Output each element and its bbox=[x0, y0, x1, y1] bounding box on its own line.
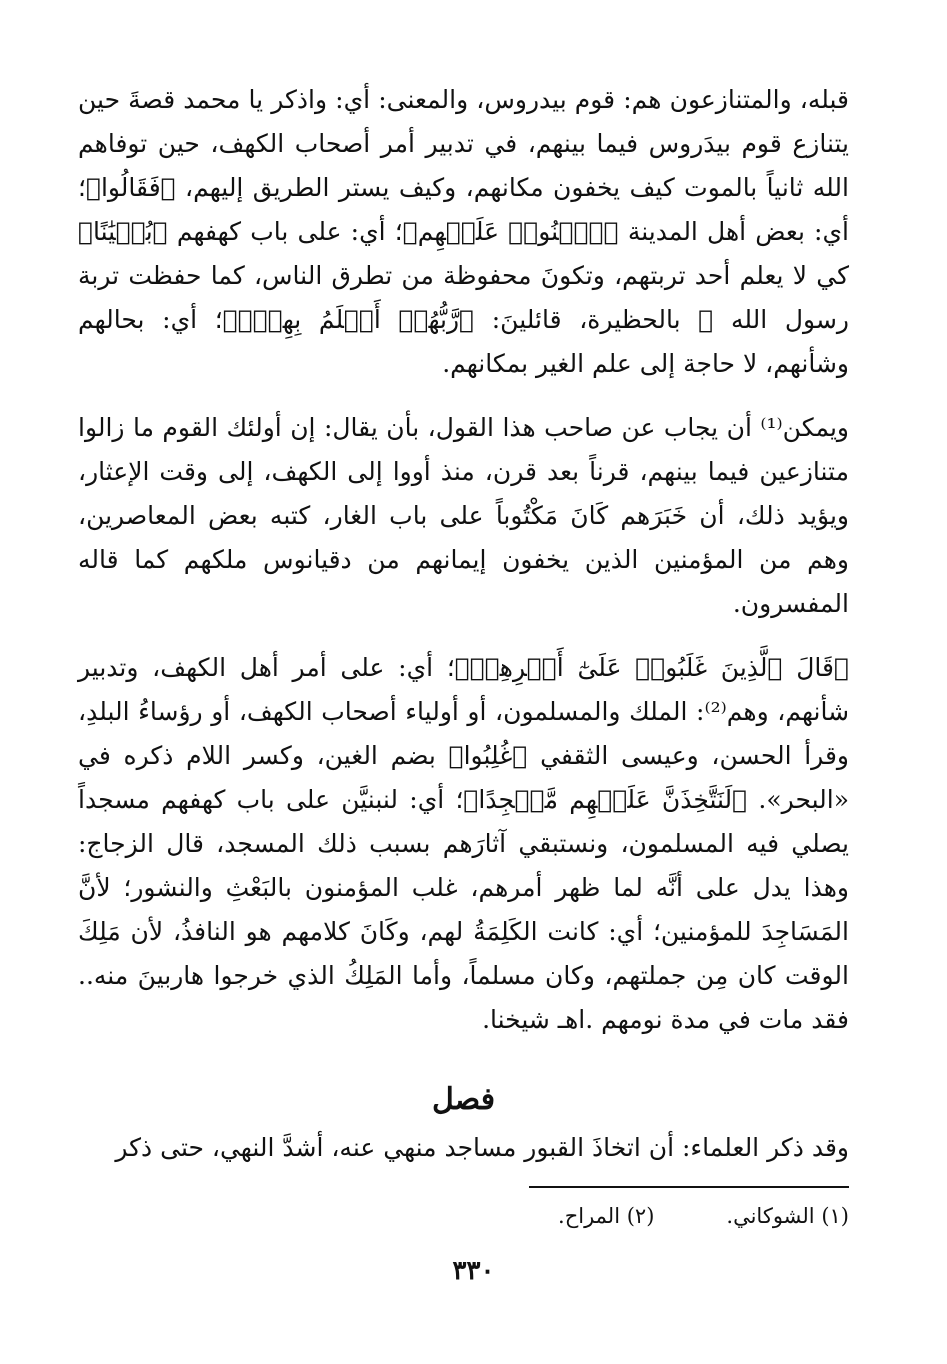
footnote-1: (١) الشوكاني. bbox=[726, 1204, 849, 1228]
page-number: ٣٣٠ bbox=[452, 1256, 495, 1286]
section-heading: فصل bbox=[431, 1082, 496, 1117]
paragraph-3: ﴿قَالَ ٱلَّذِينَ غَلَبُوا۟ عَلَىٰٓ أَمۡرِهِمۡ﴾؛ أي: على أمر أهل الكهف، وتدبير شأنهم، وهم⁽²⁾: الملك والمسلمون، أو أولياء أصحاب الكهف، أو رؤساءُ البلدِ، وقرأ الحسن، وعيسى الثقفي ﴿غُلِبُوا﴾ بضم الغين، وكسر اللام ذكره في «البحر». ﴿لَنَتَّخِذَنَّ عَلَيۡهِم مَّسۡجِدًا﴾؛ أي: لنبنيَّن على باب كهفهم مسجداً يصلي فيه المسلمون، ونستبقي آثارَهم بسبب ذلك المسجد، قال الزجاج: وهذا يدل على أنَّه لما ظهر أمرهم، غلب المؤمنون بالبَعْثِ والنشور؛ لأنَّ المَسَاجِدَ للمؤمنين؛ أي: كانت الكَلِمَةُ لهم، وكَانَ كلامهم هو النافذُ، لأن مَلِكَ الوقت كان مِن جملتهم، وكان مسلماً، وأما المَلِكُ الذي خرجوا هاربينَ منه.. فقد مات في مدة نومهم .اهـ شيخنا. bbox=[78, 653, 850, 1034]
footnotes bbox=[300, 1200, 849, 1232]
paragraph-2: ويمكن⁽¹⁾ أن يجاب عن صاحب هذا القول، بأن يقال: إن أولئك القوم ما زالوا متنازعين فيما بينهم، قرناً بعد قرن، منذ أووا إلى الكهف، إلى وقت الإعثار، ويؤيد ذلك، أن خَبَرَهم كَانَ مَكْتُوباً على باب الغار، كتبه بعض المعاصرين، وهم من المؤمنين الذين يخفون إيمانهم من دقيانوس ملكهم كما قاله المفسرون. bbox=[78, 413, 849, 618]
section-first-line: وقد ذكر العلماء: أن اتخاذَ القبور مساجد منهي عنه، أشدَّ النهي، حتى ذكر bbox=[115, 1133, 849, 1162]
footnote-2: (٢) المراح. bbox=[558, 1204, 655, 1228]
footnote-divider bbox=[529, 1186, 849, 1188]
paragraph-1: قبله، والمتنازعون هم: قوم بيدروس، والمعنى: أي: واذكر يا محمد قصةَ حين يتنازع قوم بيدَروس فيما بينهم، في تدبير أمر أصحاب الكهف، حين توفاهم الله ثانياً بالموت كيف يخفون مكانهم، وكيف يستر الطريق إليهم، ﴿فَقَالُوا﴾؛ أي: بعض أهل المدينة ﴿ٱبۡنُوا۟ عَلَيۡهِم﴾؛ أي: على باب كهفهم ﴿بُنۡيَٰنًا﴾ كي لا يعلم أحد تربتهم، وتكونَ محفوظة من تطرق الناس، كما حفظت تربة رسول الله ﷺ بالحظيرة، قائلينَ: ﴿رَّبُّهُمۡ أَعۡلَمُ بِهِمۡۚ﴾؛ أي: بحالهم وشأنهم، لا حاجة إلى علم الغير بمكانهم. bbox=[78, 85, 849, 378]
